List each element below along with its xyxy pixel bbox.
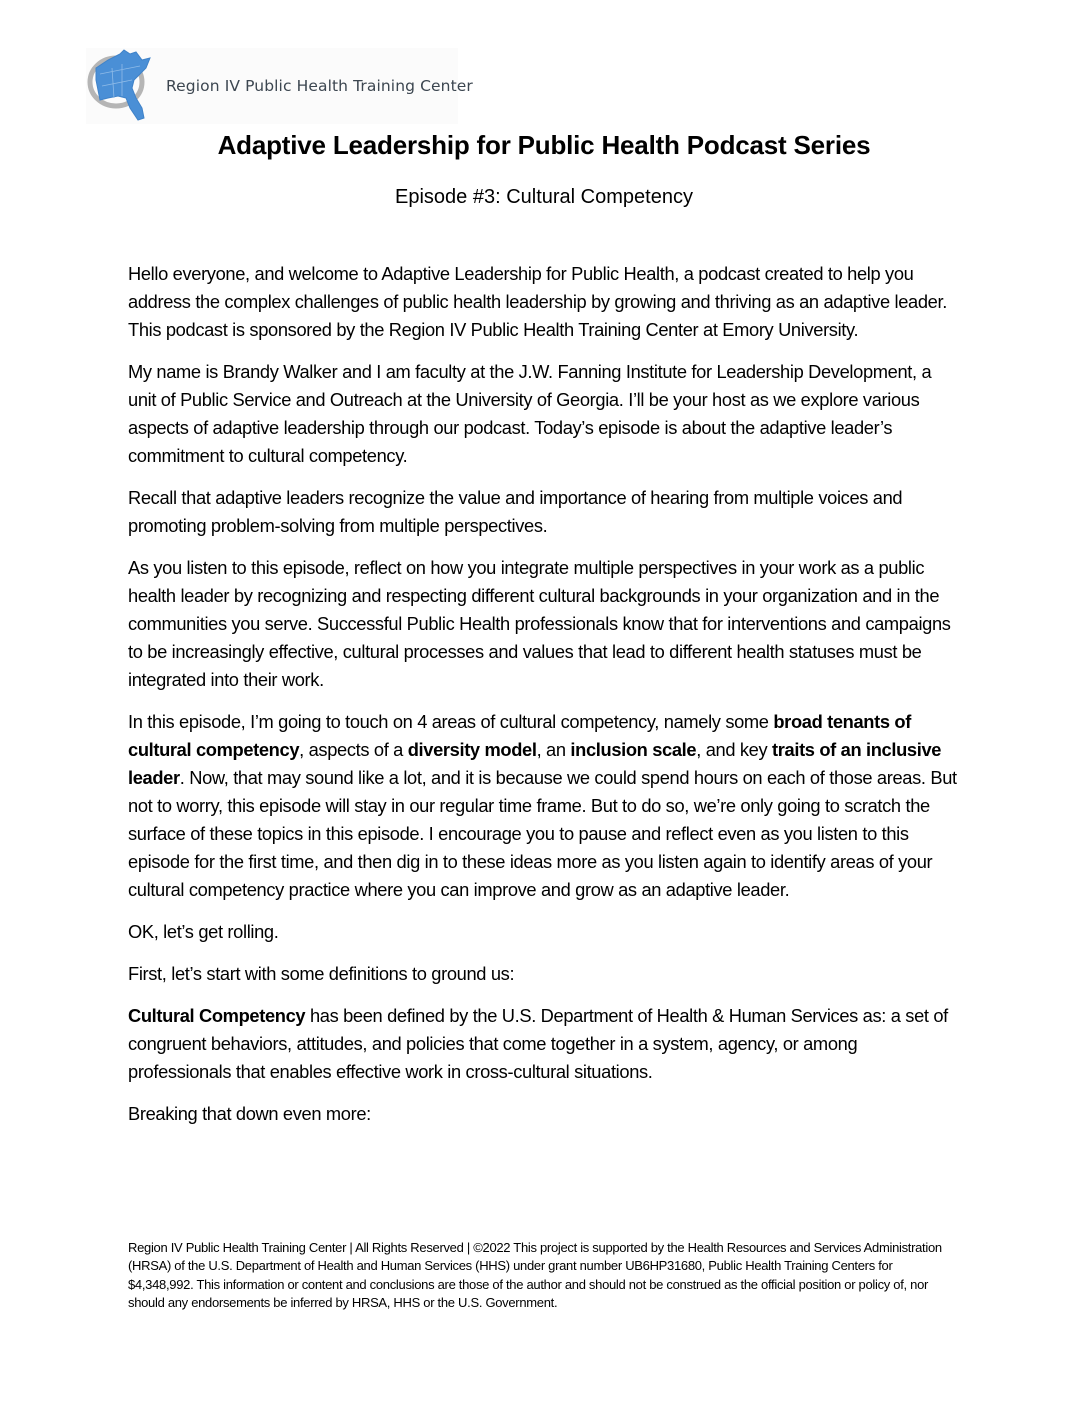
definitions-intro: First, let’s start with some definitions to ground us: bbox=[128, 963, 515, 984]
page-footer: Region IV Public Health Training Center | All Rights Reserved | ©2022 This project is supported by the Health Resources and Services Administration (HRSA) of the U.S. Department of Health and Human Services (HHS) under grant number UB6HP31680, Public Health Training Centers for $4,348,992. This information or content and conclusions are those of the author and should not be construed as the official position or policy of, nor should any endorsements be inferred by HRSA, HHS or the U.S. Government. bbox=[128, 1240, 942, 1311]
text-run: , and key bbox=[696, 739, 773, 760]
overview-paragraph bbox=[128, 708, 964, 904]
transcript-body bbox=[128, 260, 964, 1142]
text-run: In this episode, I’m going to touch on 4 areas of cultural competency, namely some bbox=[128, 711, 774, 732]
text-run: , an bbox=[536, 739, 571, 760]
defined-term: Cultural Competency bbox=[128, 1005, 306, 1026]
intro-paragraph: Hello everyone, and welcome to Adaptive Leadership for Public Health, a podcast created to help you address the complex challenges of public health leadership by growing and thriving as an adaptive leader. This podcast is sponsored by the Region IV Public Health Training Center at Emory University. bbox=[128, 263, 947, 340]
rolling-paragraph: OK, let’s get rolling. bbox=[128, 921, 279, 942]
episode-subtitle: Episode #3: Cultural Competency bbox=[395, 186, 693, 208]
organization-logo bbox=[86, 48, 473, 124]
recall-paragraph: Recall that adaptive leaders recognize the value and importance of hearing from multiple voices and promoting problem-solving from multiple perspectives. bbox=[128, 487, 903, 536]
bold-term: traits of an inclusive leader bbox=[128, 739, 942, 788]
text-run: , aspects of a bbox=[299, 739, 408, 760]
breakdown-paragraph: Breaking that down even more: bbox=[128, 1103, 371, 1124]
definition-paragraph bbox=[128, 1002, 964, 1086]
southeast-us-map-icon bbox=[86, 48, 162, 124]
definition-text: has been defined by the U.S. Department of Health & Human Services as: a set of congruent behaviors, attitudes, and policies that come together in a system, agency, or among professionals that enables effective work in cross-cultural situations. bbox=[128, 1005, 948, 1082]
text-run: . Now, that may sound like a lot, and it is because we could spend hours on each of those areas. But not to worry, this episode will stay in our regular time frame. But to do so, we’re only going to scratch the surface of these topics in this episode. I encourage you to pause and reflect even as you listen to this episode for the first time, and then dig in to these ideas more as you listen again to identify areas of your cultural competency practice where you can improve and grow as an adaptive leader. bbox=[128, 767, 957, 900]
reflection-paragraph: As you listen to this episode, reflect on how you integrate multiple perspectives in your work as a public health leader by recognizing and respecting different cultural backgrounds in your organization and in the communities you serve. Successful Public Health professionals know that for interventions and campaigns to be increasingly effective, cultural processes and values that lead to different health statuses must be integrated into their work. bbox=[128, 557, 951, 690]
logo-text: Region IV Public Health Training Center bbox=[166, 77, 473, 95]
document-title: Adaptive Leadership for Public Health Podcast Series bbox=[217, 130, 871, 160]
bold-term: inclusion scale bbox=[570, 739, 697, 760]
host-paragraph: My name is Brandy Walker and I am faculty at the J.W. Fanning Institute for Leadership Development, a unit of Public Service and Outreach at the University of Georgia. I’ll be your host as we explore various aspects of adaptive leadership through our podcast. Today’s episode is about the adaptive leader’s commitment to cultural competency. bbox=[128, 361, 932, 466]
bold-term: broad tenants of cultural competency bbox=[128, 711, 911, 760]
bold-term: diversity model bbox=[407, 739, 537, 760]
